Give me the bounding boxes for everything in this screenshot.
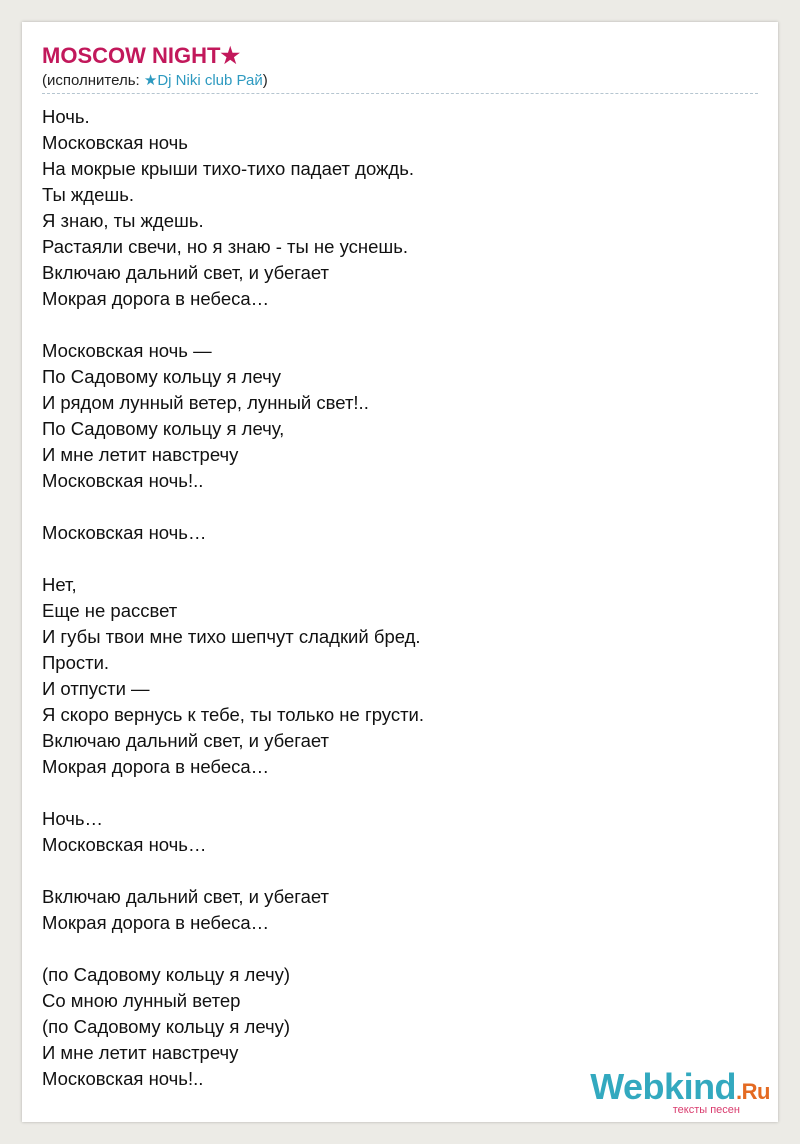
artist-prefix: (исполнитель: <box>42 72 144 89</box>
logo-tagline: тексты песен <box>672 1104 740 1116</box>
artist-suffix: ) <box>262 72 268 89</box>
site-logo[interactable] <box>590 1066 770 1116</box>
logo-name: Webkind <box>590 1066 737 1107</box>
artist-link[interactable]: ★Dj Niki club Рай <box>143 72 263 89</box>
artist-line <box>42 71 758 91</box>
song-header <box>42 42 758 91</box>
lyrics-page <box>22 22 778 1122</box>
logo-tld: .Ru <box>736 1079 770 1104</box>
lyrics-text: Ночь. Московская ночь На мокрые крыши тихо-тихо падает дождь. Ты ждешь. Я знаю, ты ждешь. Растаяли свечи, но я знаю - ты не уснешь. Включаю дальний свет, и убегает Мокрая дорога в небеса… Московская ночь — По Садовому кольцу я лечу И рядом лунный ветер, лунный свет!.. По Садовому кольцу я лечу, И мне летит навстречу Московская ночь!.. Московская ночь… Нет, Еще не рассвет И губы твои мне тихо шепчут сладкий бред. Прости. И отпусти — Я скоро вернусь к тебе, ты только не грусти. Включаю дальний свет, и убегает Мокрая дорога в небеса… Ночь… Московская ночь… Включаю дальний свет, и убегает Мокрая дорога в небеса… (по Садовому кольцу я лечу) Со мною лунный ветер (по Садовому кольцу я лечу) И мне летит навстречу Московская ночь!.. <box>42 106 425 1089</box>
song-title: MOSCOW NIGHT★ <box>42 43 241 68</box>
header-divider <box>42 93 758 94</box>
